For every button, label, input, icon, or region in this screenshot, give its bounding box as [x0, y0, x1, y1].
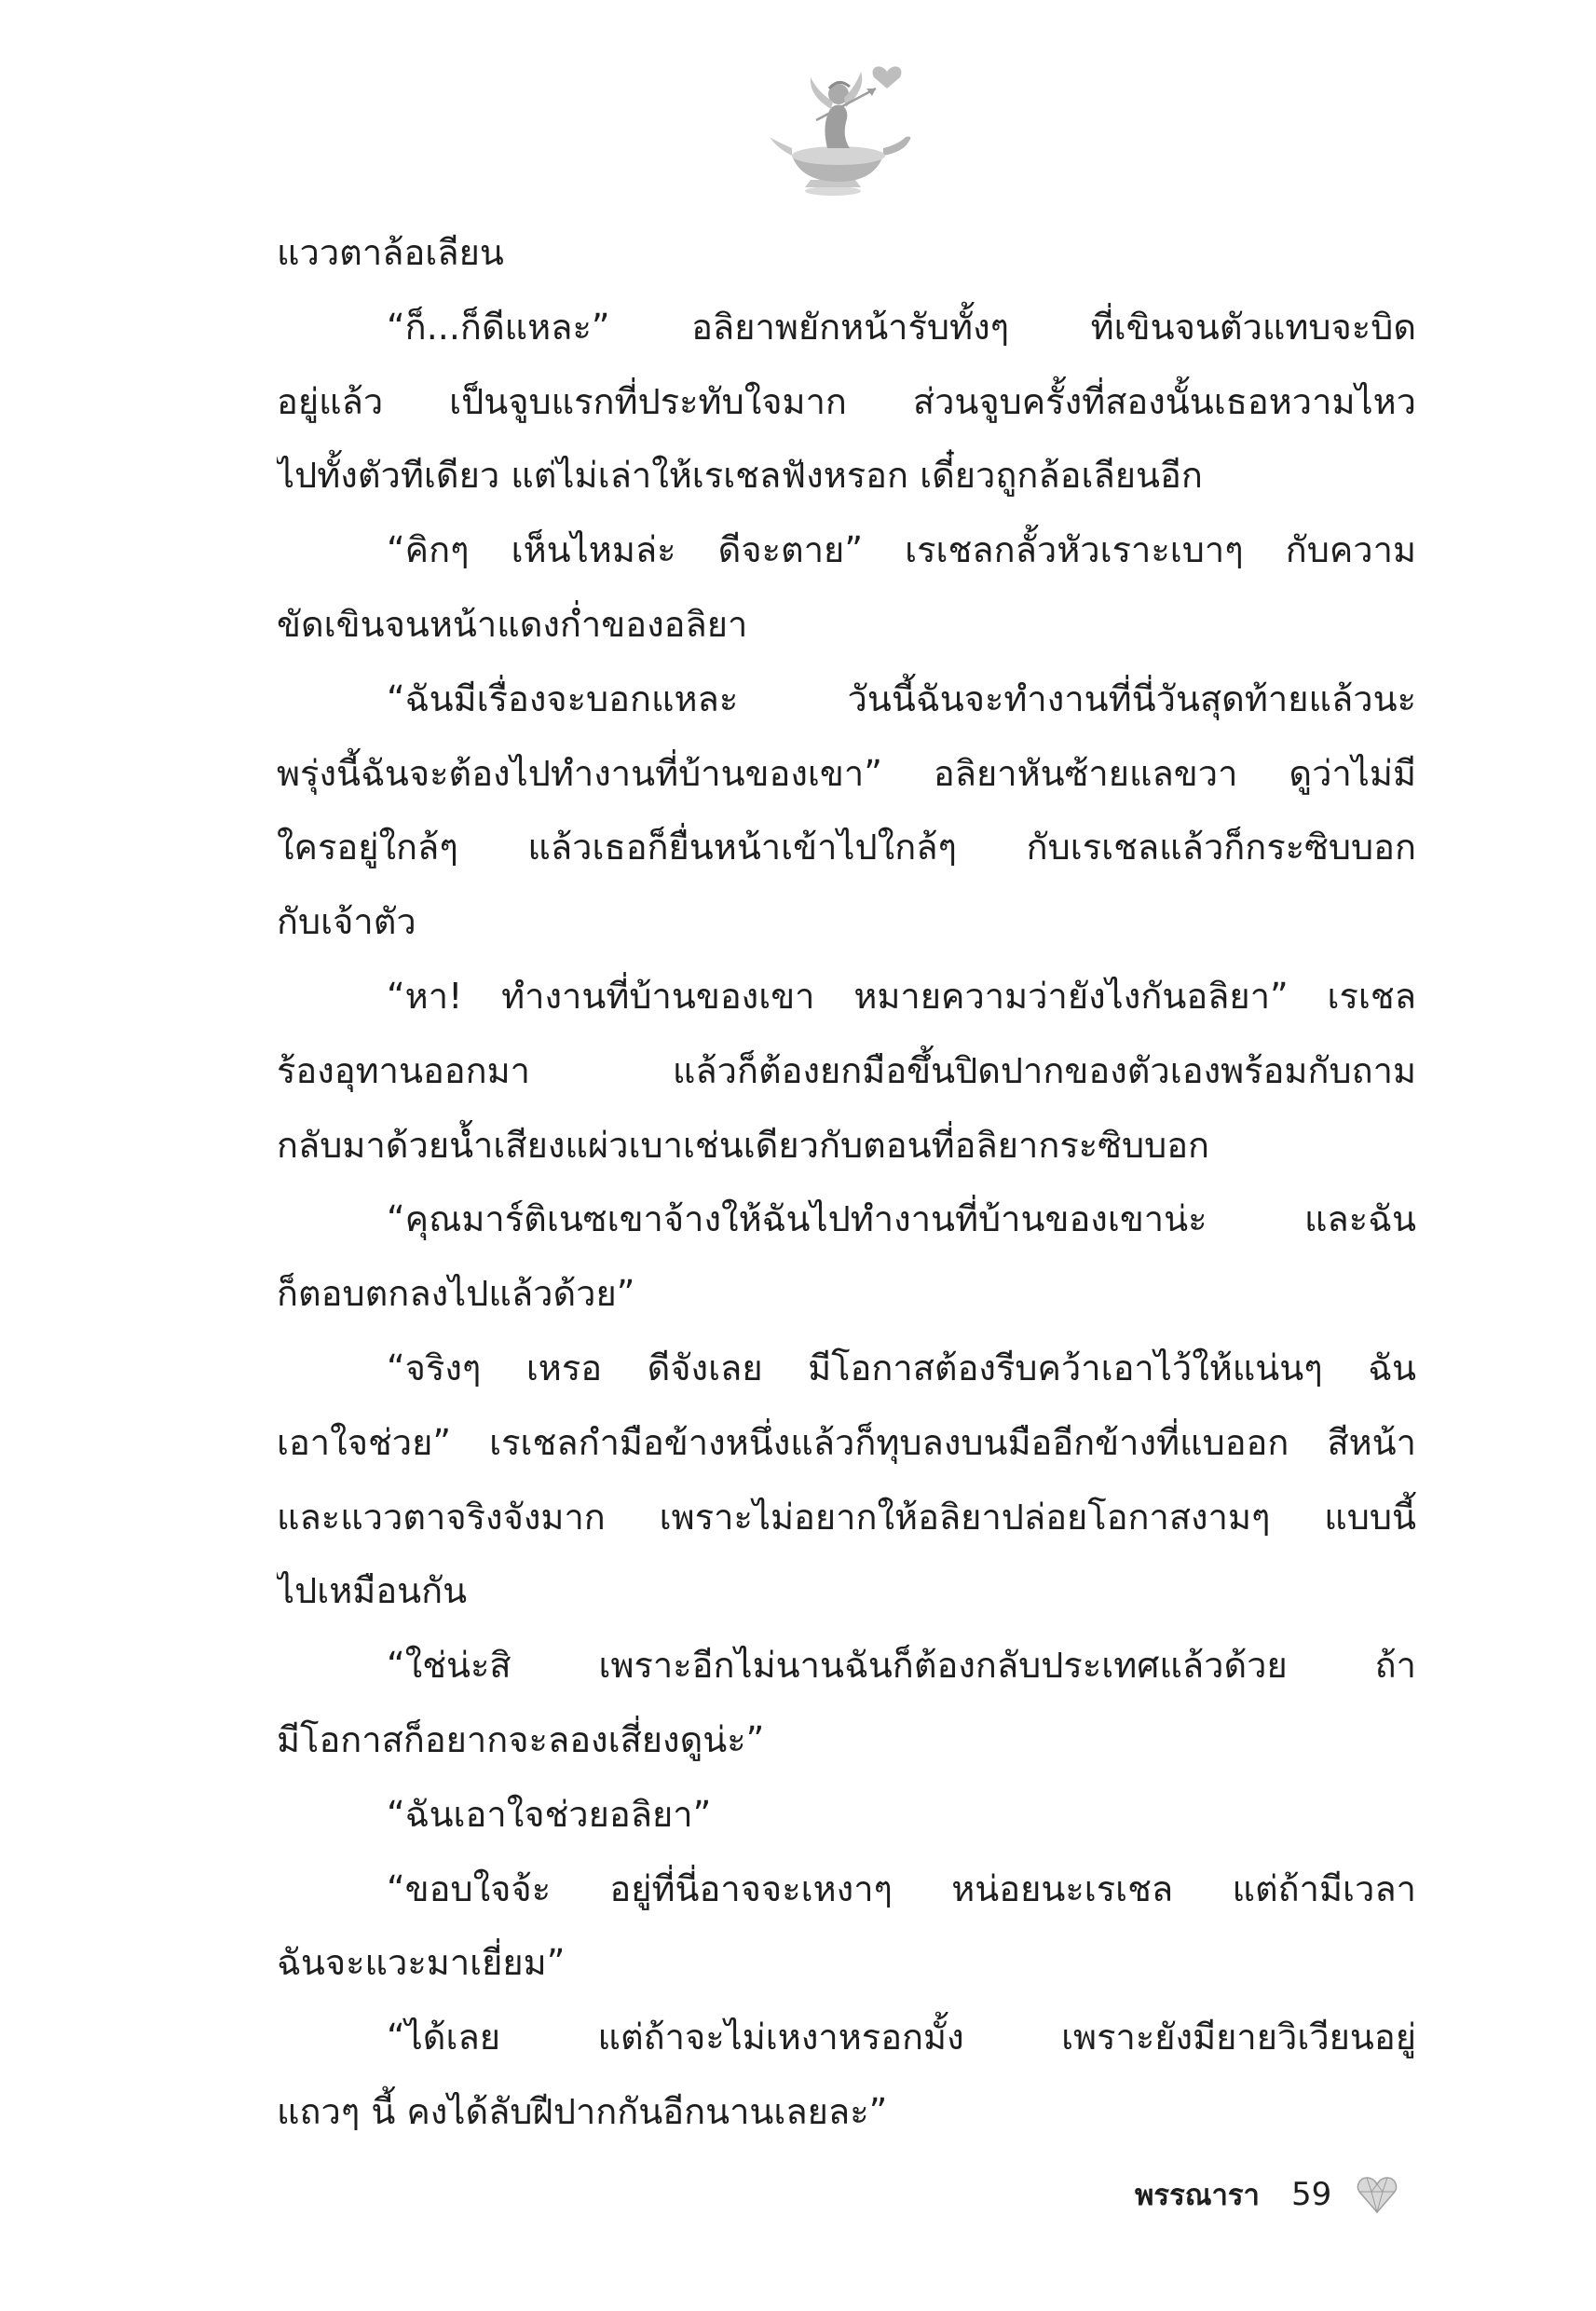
paragraph-line: ร้องอุทานออกมา แล้วก็ต้องยกมือขึ้นปิดปากของตัวเองพร้อมกับถาม [277, 1049, 1416, 1091]
book-title: พรรณารา [1135, 2179, 1260, 2212]
paragraph-line: เอาใจช่วย” เรเชลกำมือข้างหนึ่งแล้วก็ทุบลงบนมืออีกข้างที่แบออก สีหน้า [277, 1421, 1416, 1463]
paragraph-line: กับเจ้าตัว [277, 901, 416, 943]
diamond-heart-icon [1356, 2173, 1398, 2216]
paragraph-line: ฉันจะแวะมาเยี่ยม” [277, 1942, 566, 1984]
paragraph-line: “คิกๆ เห็นไหมล่ะ ดีจะตาย” เรเชลกลั้วหัวเราะเบาๆ กับความ [387, 529, 1416, 571]
paragraph-line: ไปทั้งตัวทีเดียว แต่ไม่เล่าให้เรเชลฟังหรอก เดี๋ยวถูกล้อเลียนอีก [277, 455, 1203, 497]
paragraph-line: “ได้เลย แต่ถ้าจะไม่เหงาหรอกมั้ง เพราะยังมียายวิเวียนอยู่ [387, 2017, 1416, 2058]
paragraph-line: แววตาล้อเลียน [277, 232, 504, 273]
paragraph-line: ไปเหมือนกัน [277, 1570, 468, 1612]
paragraph-line: “หา! ทำงานที่บ้านของเขา หมายความว่ายังไงกันอลิยา” เรเชล [387, 975, 1416, 1017]
paragraph-line: มีโอกาสก็อยากจะลองเสี่ยงดูน่ะ” [277, 1718, 765, 1760]
paragraph-line: “ใช่น่ะสิ เพราะอีกไม่นานฉันก็ต้องกลับประเทศแล้วด้วย ถ้า [387, 1645, 1416, 1687]
paragraph-line: อยู่แล้ว เป็นจูบแรกที่ประทับใจมาก ส่วนจูบครั้งที่สองนั้นเธอหวามไหว [277, 380, 1416, 422]
paragraph-line: ขัดเขินจนหน้าแดงก่ำของอลิยา [277, 603, 748, 645]
paragraph-line: “ฉันเอาใจช่วยอลิยา” [387, 1793, 712, 1835]
paragraph-line: แถวๆ นี้ คงได้ลับฝีปากกันอีกนานเลยละ” [277, 2090, 888, 2132]
paragraph-line: ใครอยู่ใกล้ๆ แล้วเธอก็ยื่นหน้าเข้าไปใกล้ๆ กับเรเชลแล้วก็กระซิบบอก [277, 827, 1416, 868]
paragraph-line: กลับมาด้วยน้ำเสียงแผ่วเบาเช่นเดียวกับตอนที่อลิยากระซิบบอก [277, 1124, 1210, 1166]
cupid-genie-lamp-icon [764, 51, 913, 200]
paragraph-line: ก็ตอบตกลงไปแล้วด้วย” [277, 1273, 635, 1315]
paragraph-line: พรุ่งนี้ฉันจะต้องไปทำงานที่บ้านของเขา” อลิยาหันซ้ายแลขวา ดูว่าไม่มี [277, 752, 1416, 794]
paragraph-line: “ก็...ก็ดีแหละ” อลิยาพยักหน้ารับทั้งๆ ที่เขินจนตัวแทบจะบิด [387, 306, 1416, 348]
paragraph-line: และแววตาจริงจังมาก เพราะไม่อยากให้อลิยาปล่อยโอกาสงามๆ แบบนี้ [277, 1496, 1416, 1538]
paragraph-line: “ขอบใจจ้ะ อยู่ที่นี่อาจจะเหงาๆ หน่อยนะเรเชล แต่ถ้ามีเวลา [387, 1867, 1416, 1909]
paragraph-line: “ฉันมีเรื่องจะบอกแหละ วันนี้ฉันจะทำงานที่นี่วันสุดท้ายแล้วนะ [387, 677, 1416, 719]
page-number: 59 [1290, 2176, 1332, 2213]
body-text [277, 216, 1416, 2150]
paragraph-line: “จริงๆ เหรอ ดีจังเลย มีโอกาสต้องรีบคว้าเอาไว้ให้แน่นๆ ฉัน [387, 1347, 1416, 1388]
page-footer [1135, 2167, 1398, 2222]
paragraph-line: “คุณมาร์ติเนซเขาจ้างให้ฉันไปทำงานที่บ้านของเขาน่ะ และฉัน [387, 1198, 1416, 1240]
